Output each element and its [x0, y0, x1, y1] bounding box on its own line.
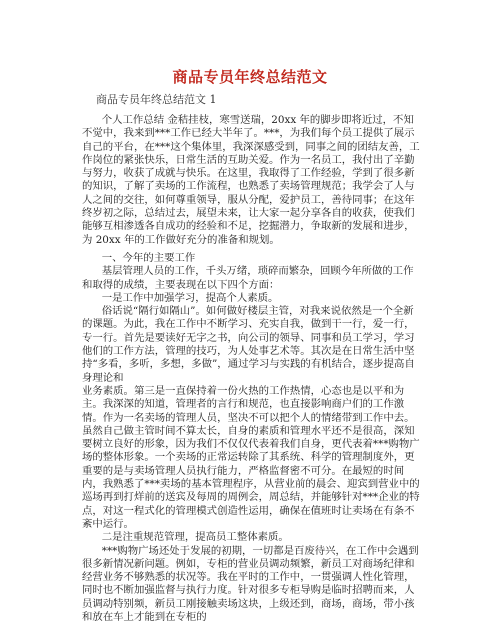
paragraph: 基层管理人员的工作，千头万绪，琐碎而繁杂，回顾今年所做的工作和取得的成绩，主要表现在以下四个方面： [82, 265, 422, 292]
paragraph-intro: 个人工作总结 金秸挂枝，寒雪送瑞，20xx 年的脚步即将近过，不知不觉中，我来到***工作已经大半年了。***，为我们每个员工提供了展示自己的平台，在***这个集体里，我深深感受到，同事之间的团结友善，工作岗位的紧张快乐，日常生活的互助关爱。作为一名员工，我付出了辛勤与努力，收获了成就与快乐。在这里，我取得了工作经验，学到了很多新的知识，了解了卖场的工作流程，也熟悉了卖场管理规范；我学会了人与人之间的交往，如何尊重领导，服从分配，爱护员工，善待同事；在这年终岁初之际，总结过去，展望未来，让大家一起分享各自的收获，使我们能够互相渗透各自成功的经验和不足，挖掘潜力，争取新的发展和进步，为 20xx 年的工作做好充分的准备和规划。 [82, 114, 422, 247]
paragraph: 俗话说“隔行如隔山”。如何做好楼层主管，对我来说依然是一个全新的课题。为此，我在工作中不断学习、充实自我，做到干一行，爱一行，专一行。首先是要读好无字之书，向公司的领导、同事和员工学习，学习他们的工作方法，管理的技巧，为人处事艺术等。其次是在日常生活中坚持“多看，多听，多想，多做”，通过学习与实践的有机结合，逐步提高自身理论和 [82, 305, 422, 385]
paragraph: ***购物广场还处于发展的初期，一切都是百废待兴，在工作中会遇到很多新情况新问题。例如，专柜的营业员调动频繁，新员工对商场纪律和经营业务不够熟悉的状况等。我在平时的工作中，一贯强调人性化管理，同时也不断加强监督与执行力度。针对很多专柜导购是临时招聘而来，人员调动特别频，新员工刚接触卖场这块，上级还到，商场，商场，带小孩和放在车上才能到在专柜的 [82, 545, 422, 624]
subheading: 二是注重规范管理，提高员工整体素质。 [82, 531, 422, 544]
document-subtitle: 商品专员年终总结范文 1 [96, 91, 217, 107]
section-heading: 一、今年的主要工作 [82, 252, 422, 265]
page-title: 商品专员年终总结范文 [0, 66, 500, 87]
paragraph-continued: 业务素质。第三是一直保持着一份火热的工作热情，心态也是以平和为主。我深深的知道，管理者的言行和规范，也直接影响商户们的工作激情。作为一名卖场的管理人员，坚决不可以把个人的情绪带到工作中去。虽然自己做主管时间不算太长，自身的素质和管理水平还不是很高，深知要树立良好的形象，因为我们不仅仅代表着我们自身，更代表着***购物广场的整体形象。一个卖场的正常运转除了其系统、科学的管理制度外，更重要的是与卖场管理人员执行能力，严格监督密不可分。在最短的时间内，我熟悉了***卖场的基本管理程序，从营业前的晨会、迎宾到营业中的巡场再到打烊前的送宾及每周的周例会，周总结，并能够针对***企业的特点，对这一程式化的管理模式创造性运用，确保在值班时让卖场在有条不紊中运行。 [82, 385, 422, 531]
subheading: 一是工作中加强学习，提高个人素质。 [82, 292, 422, 305]
document-body [82, 114, 422, 624]
